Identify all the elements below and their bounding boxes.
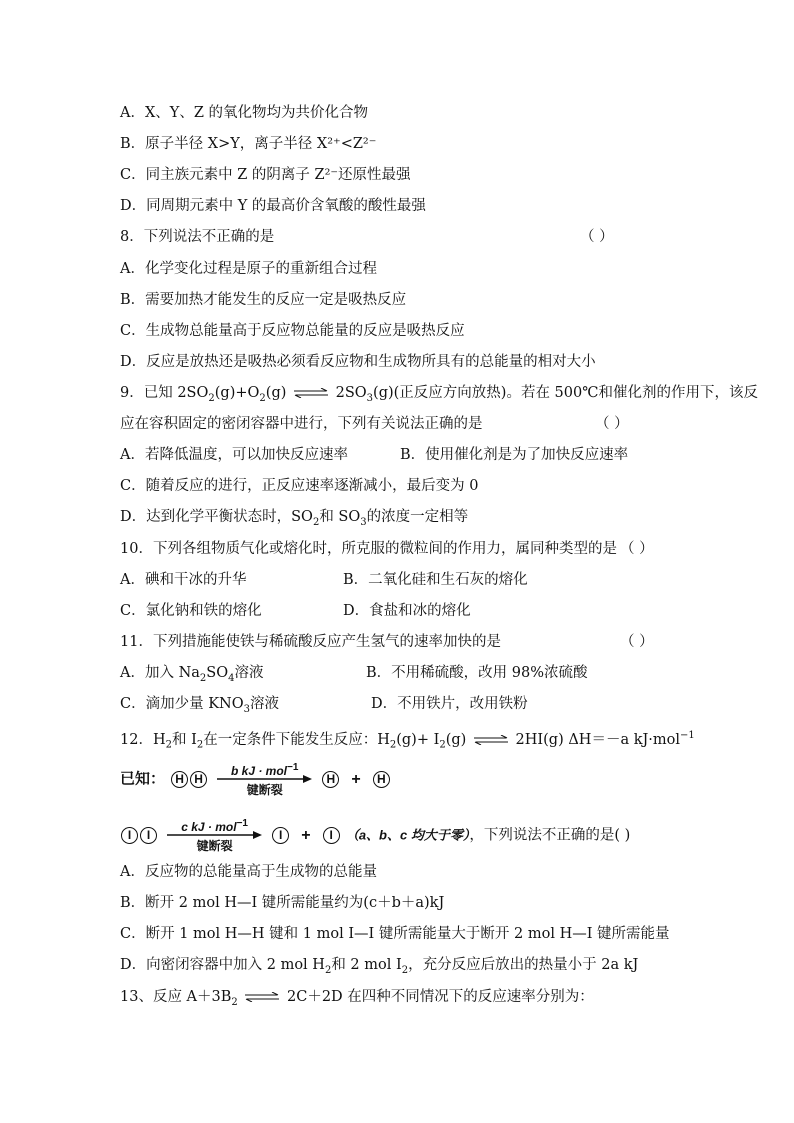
q12-option-a: A．反应物的总能量高于生成物的总能量 — [120, 864, 377, 880]
q7-option-b: B．原子半径 X>Y，离子半径 X²⁺<Z²⁻ — [120, 136, 377, 152]
equilibrium-arrow-icon — [473, 735, 509, 745]
equilibrium-arrow-icon — [293, 388, 329, 398]
q10-option-d: D．食盐和冰的熔化 — [343, 603, 471, 619]
q8-option-b: B．需要加热才能发生的反应一定是吸热反应 — [120, 292, 407, 308]
known-label: 已知： — [120, 770, 166, 788]
h-atom: H — [373, 771, 390, 788]
q7-option-c: C．同主族元素中 Z 的阴离子 Z²⁻还原性最强 — [120, 167, 411, 183]
h-atom: H — [322, 771, 339, 788]
h-atom: H — [190, 771, 207, 788]
q9-option-a: A．若降低温度，可以加快反应速率 — [120, 447, 348, 463]
q10-option-a: A．碘和干冰的升华 — [120, 572, 247, 588]
q9-stem-line1: 9．已知 $2SO_2(g)+O_2(g)$ $2SO_3(g)$(正反应方向放热)。若在 500℃和催化剂的作用下，该反 — [120, 385, 758, 404]
h-atom: H — [171, 771, 188, 788]
q9-option-d: D．达到化学平衡状态时，$SO_2$和 $SO_3$的浓度一定相等 — [120, 509, 469, 528]
q11-option-b: B．不用稀硫酸，改用 98%浓硫酸 — [366, 665, 588, 681]
q13-stem: 13、反应 $A+3B_2$ 2C＋2D 在四种不同情况下的反应速率分别为： — [120, 989, 594, 1008]
bond-break-arrow: c kJ · mol$^{-1}$ 键断裂 — [167, 818, 262, 852]
q12-stem: 12．$H_2$和 $I_2$在一定条件下能发生反应：$H_2(g)+ I_2(g)$ 2HI(g) ΔH＝－a kJ·mol$^{-1}$ — [120, 730, 695, 751]
q8-stem: 8．下列说法不正确的是 — [120, 229, 275, 245]
q8-answer-paren: （ ） — [580, 229, 614, 245]
q11-option-c: C．滴加少量 $KNO_3$溶液 — [120, 696, 279, 715]
q7-option-a: A．X、Y、Z 的氧化物均为共价化合物 — [120, 105, 369, 121]
q10-stem: 10．下列各组物质气化或熔化时，所克服的微粒间的作用力，属同种类型的是 — [120, 541, 617, 557]
q9-option-c: C．随着反应的进行，正反应速率逐渐减小，最后变为 0 — [120, 478, 479, 494]
q11-answer-paren: （ ） — [620, 634, 654, 650]
i-atom: I — [323, 827, 340, 844]
i-atom: I — [121, 827, 138, 844]
q10-option-b: B．二氧化硅和生石灰的熔化 — [343, 572, 528, 588]
q10-answer-paren: （ ） — [620, 541, 654, 557]
q9-option-b: B．使用催化剂是为了加快反应速率 — [400, 447, 629, 463]
bond-break-arrow: b kJ · mol$^{-1}$ 键断裂 — [217, 762, 312, 796]
q8-option-a: A．化学变化过程是原子的重新组合过程 — [120, 261, 377, 277]
q12-note: （a、b、c 均大于零） — [345, 827, 470, 843]
q12-tail: ，下列说法不正确的是( ) — [469, 827, 631, 844]
q11-stem: 11．下列措施能使铁与稀硫酸反应产生氢气的速率加快的是 — [120, 634, 501, 650]
q12-option-d: D．向密闭容器中加入 2 mol $H_2$和 2 mol $I_2$，充分反应后放出的热量小于 2a kJ — [120, 957, 639, 976]
q9-stem-line2: 应在容积固定的密闭容器中进行，下列有关说法正确的是 — [120, 416, 483, 432]
q7-option-d: D．同周期元素中 Y 的最高价含氧酸的酸性最强 — [120, 198, 426, 214]
q11-option-a: A．加入 $Na_2SO_4$溶液 — [120, 665, 264, 684]
q8-option-c: C．生成物总能量高于反应物总能量的反应是吸热反应 — [120, 323, 465, 339]
h-h-bond-diagram: 已知： H H b kJ · mol$^{-1}$ 键断裂 H + H — [120, 762, 391, 796]
q8-option-d: D．反应是放热还是吸热必须看反应物和生成物所具有的总能量的相对大小 — [120, 354, 596, 370]
q9-answer-paren: （ ） — [595, 416, 629, 432]
q12-option-b: B．断开 2 mol H—I 键所需能量约为(c＋b＋a)kJ — [120, 895, 445, 911]
i-i-bond-diagram: I I c kJ · mol$^{-1}$ 键断裂 I + I （a、b、c 均大于零），下列说法不正确的是( ) — [120, 818, 630, 852]
i-atom: I — [140, 827, 157, 844]
q10-option-c: C．氯化钠和铁的熔化 — [120, 603, 262, 619]
i-atom: I — [272, 827, 289, 844]
q11-option-d: D．不用铁片，改用铁粉 — [371, 696, 528, 712]
equilibrium-arrow-icon — [244, 992, 280, 1002]
q12-option-c: C．断开 1 mol H—H 键和 1 mol I—I 键所需能量大于断开 2 mol H—I 键所需能量 — [120, 926, 670, 942]
